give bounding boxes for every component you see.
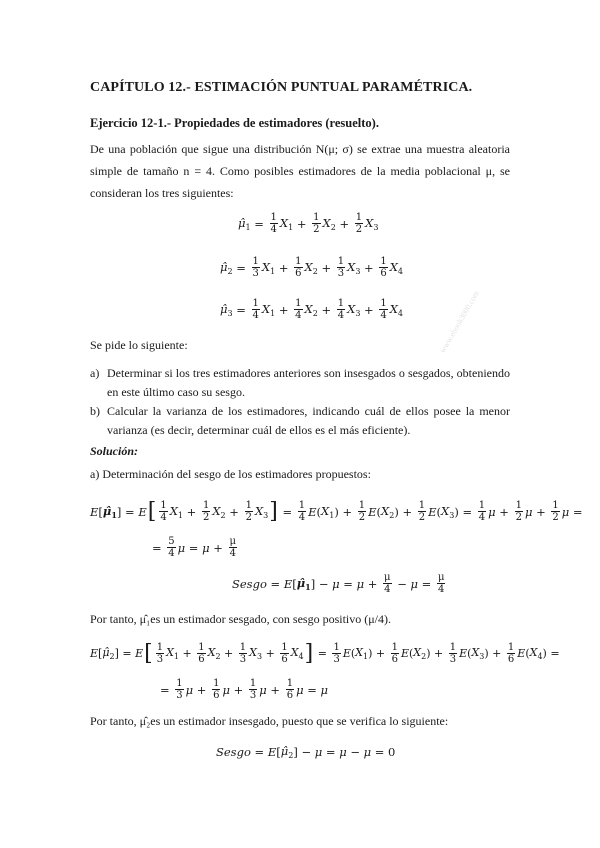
intro-line: consideran los tres siguientes: [90, 186, 234, 200]
expectation-1-line-1: E [ $\mû_1$ ] = E [ $\frac{1}{4}$ $X_1$ + $\frac{1}{2}$ $X_2$ + $\frac{1}{2}$ $X_3$ ] = $\frac{1}{4}$ E ( $X_1$ ) + $\frac{1}{2}$ E ( $X_2$ ) + $\frac{1}{2}$ E ( $X_3$ ) = $\frac{1}{4}$ μ + $\frac{1}{2}$ μ + $\frac{1}{2}$ μ = [90, 498, 583, 524]
expectation-2-line-1: E [ $\mû_2$ ] = E [ $\frac{1}{3}$ $X_1$ + $\frac{1}{6}$ $X_2$ + $\frac{1}{3}$ $X_3$ + $\frac{1}{6}$ $X_4$ ] = $\frac{1}{3}$ E ( $X_1$ ) + $\frac{1}{6}$ E ( $X_2$ ) + $\frac{1}{3}$ E ( $X_3$ ) + $\frac{1}{6}$ E ( $X_4$ ) = [90, 640, 560, 666]
bias-label: Sesgo [232, 576, 267, 591]
task-text: Calcular la varianza de los estimadores, indicando cuál de ellos posee la menor varianza (es decir, determinar cuál de ellos es el más eficiente). [107, 404, 510, 437]
intro-paragraph [90, 138, 510, 204]
estimator-1-equation: $\mû_1$ = $\frac{1}{4}$ $X_1$ + $\frac{1}{2}$ $X_2$ + $\frac{1}{2}$ $X_3$ [238, 212, 379, 235]
task-text: Determinar si los tres estimadores anteriores son insesgados o sesgados, obteniendo en este último caso su sesgo. [107, 366, 510, 399]
estimator-3-equation: $\mû_3$ = $\frac{1}{4}$ $X_1$ + $\frac{1}{4}$ $X_2$ + $\frac{1}{4}$ $X_3$ + $\frac{1}{4}$ $X_4$ [220, 298, 404, 321]
expectation-2-line-2: = $\frac{1}{3}$ μ + $\frac{1}{6}$ μ + $\frac{1}{3}$ μ + $\frac{1}{6}$ μ = μ [160, 678, 329, 701]
intro-line: De una población que sigue una distribución N(μ; σ) se extrae una muestra aleatoria [90, 142, 510, 156]
conclusion-1: Por tanto, μ̂₁es un estimador sesgado, con sesgo positivo (μ/4). [90, 612, 392, 626]
conclusion-2: Por tanto, μ̂₂es un estimador insesgado, puesto que se verifica lo siguiente: [90, 714, 449, 728]
intro-line: simple de tamaño n = 4. Como posibles estimadores de la media poblacional μ, se [90, 164, 510, 178]
exercise-title: Ejercicio 12-1.- Propiedades de estimadores (resuelto). [90, 116, 379, 130]
estimator-2-equation: $\mû_2$ = $\frac{1}{3}$ $X_1$ + $\frac{1}{6}$ $X_2$ + $\frac{1}{3}$ $X_3$ + $\frac{1}{6}$ $X_4$ [220, 256, 404, 279]
bias-2-equation: Sesgo = E [ $\mû_2$ ] − μ = μ − μ = 0 [216, 744, 396, 760]
watermark: www.ebook3000.com [438, 289, 481, 355]
expectation-1-line-2: = $\frac{5}{4}$ μ = μ + $\frac{\mu}{4}$ [152, 536, 237, 559]
request-text: Se pide lo siguiente: [90, 338, 188, 352]
bias-label: Sesgo [216, 745, 251, 759]
solution-heading: Solución: [90, 444, 139, 458]
section-a-heading: a) Determinación del sesgo de los estimadores propuestos: [90, 467, 371, 481]
task-label: a) [90, 366, 100, 380]
chapter-title: CAPÍTULO 12.- ESTIMACIÓN PUNTUAL PARAMÉTRICA. [90, 80, 473, 95]
bias-1-equation: Sesgo = E [ $\mû_1$ ] − μ = μ + $\frac{\mu}{4}$ − μ = $\frac{\mu}{4}$ [232, 572, 445, 595]
task-label: b) [90, 404, 100, 418]
